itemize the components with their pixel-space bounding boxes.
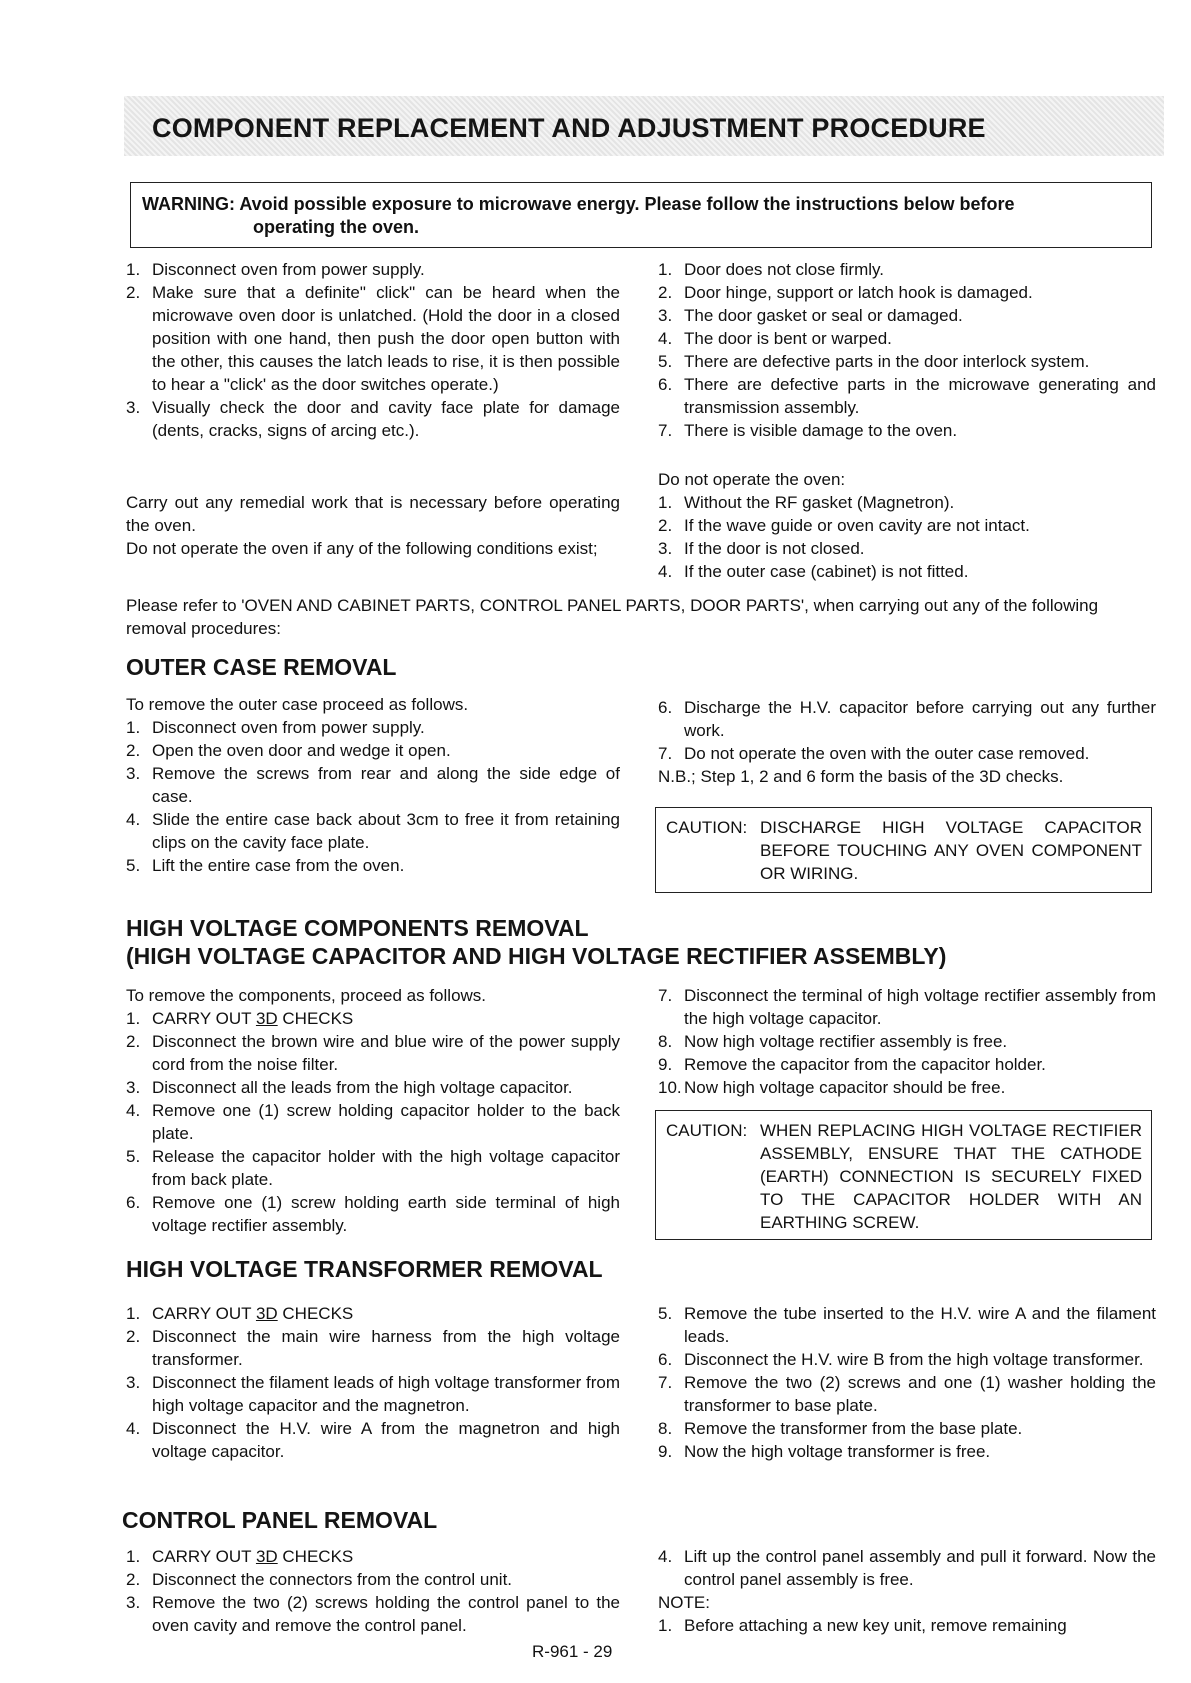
item-text (152, 1547, 353, 1566)
item-text: Disconnect the brown wire and blue wire of the power supply cord from the noise filter. (152, 1032, 620, 1074)
note-list (658, 1614, 1156, 1637)
nb-text: N.B.; Step 1, 2 and 6 form the basis of the 3D checks. (658, 767, 1064, 786)
caution-label: CAUTION: (666, 1121, 748, 1140)
list-item (658, 1030, 1156, 1053)
list-item (658, 258, 1156, 281)
item-text: Remove one (1) screw holding earth side terminal of high voltage rectifier assembly. (152, 1193, 620, 1235)
item-text: Lift the entire case from the oven. (152, 856, 405, 875)
do-not-operate-list (658, 491, 1156, 583)
control-panel-steps-cont (658, 1545, 1156, 1591)
item-text: Remove the tube inserted to the H.V. wire A and the filament leads. (684, 1304, 1156, 1346)
item-text: Disconnect the connectors from the control unit. (152, 1570, 513, 1589)
remedial-text: Carry out any remedial work that is necessary before operating the oven. (126, 493, 620, 535)
list-item (126, 1145, 620, 1191)
item-number: 3. (126, 1373, 141, 1392)
list-item (126, 808, 620, 854)
item-text: There are defective parts in the door interlock system. (684, 352, 1090, 371)
item-text: Now high voltage capacitor should be free. (684, 1078, 1006, 1097)
item-text: Open the oven door and wedge it open. (152, 741, 451, 760)
caution-label: CAUTION: (666, 818, 748, 837)
hv-transformer-steps-cont (658, 1302, 1156, 1463)
item-text: Now high voltage rectifier assembly is free. (684, 1032, 1008, 1051)
hv-components-steps (126, 1007, 620, 1237)
hv-transformer-heading: HIGH VOLTAGE TRANSFORMER REMOVAL (126, 1256, 603, 1282)
item-number: 4. (658, 1547, 673, 1566)
item-number: 4. (126, 810, 141, 829)
item-text: Disconnect oven from power supply. (152, 260, 425, 279)
item-number: 1. (126, 1009, 141, 1028)
item-number: 3. (126, 1078, 141, 1097)
item-number: 8. (658, 1032, 673, 1051)
item-text: If the door is not closed. (684, 539, 865, 558)
item-text: There are defective parts in the microwave generating and transmission assembly. (684, 375, 1156, 417)
item-number: 3. (658, 539, 673, 558)
item-text: There is visible damage to the oven. (684, 421, 958, 440)
list-item (126, 1325, 620, 1371)
carry-out-text: CARRY OUT (152, 1009, 252, 1028)
list-item (126, 716, 620, 739)
item-number: 1. (126, 260, 141, 279)
item-text (152, 1304, 353, 1323)
list-item (658, 742, 1156, 765)
hv-components-heading: HIGH VOLTAGE COMPONENTS REMOVAL (126, 915, 589, 941)
list-item (126, 762, 620, 808)
item-number: 3. (658, 306, 673, 325)
control-panel-steps (126, 1545, 620, 1637)
item-number: 10. (658, 1078, 682, 1097)
list-item (658, 1545, 1156, 1591)
list-item (126, 1371, 620, 1417)
list-item (126, 854, 620, 877)
item-number: 2. (126, 1032, 141, 1051)
item-number: 1. (126, 718, 141, 737)
checks-text: CHECKS (282, 1547, 354, 1566)
do-not-if-text: Do not operate the oven if any of the following conditions exist; (126, 539, 598, 558)
outer-case-heading: OUTER CASE REMOVAL (126, 654, 397, 680)
item-text: If the outer case (cabinet) is not fitted. (684, 562, 969, 581)
list-item (126, 258, 620, 281)
refer-text: Please refer to 'OVEN AND CABINET PARTS, CONTROL PANEL PARTS, DOOR PARTS', when carrying out any of the following removal procedures: (126, 596, 1099, 638)
item-number: 6. (658, 698, 673, 717)
warning-message: Avoid possible exposure to microwave energy. Please follow the instructions below before (239, 194, 1015, 214)
item-text: Remove the transformer from the base plate. (684, 1419, 1023, 1438)
item-number: 6. (658, 375, 673, 394)
item-number: 7. (658, 1373, 673, 1392)
list-item (658, 984, 1156, 1030)
item-number: 3. (126, 764, 141, 783)
list-item (658, 1371, 1156, 1417)
item-number: 1. (658, 493, 673, 512)
item-text (152, 1009, 353, 1028)
list-item (126, 396, 620, 442)
caution-text: DISCHARGE HIGH VOLTAGE CAPACITOR BEFORE TOUCHING ANY OVEN COMPONENT OR WIRING. (760, 818, 1142, 883)
list-item (658, 1417, 1156, 1440)
item-text: Lift up the control panel assembly and pull it forward. Now the control panel assembly is free. (684, 1547, 1156, 1589)
item-number: 6. (126, 1193, 141, 1212)
item-text: Door hinge, support or latch hook is damaged. (684, 283, 1033, 302)
list-item (658, 304, 1156, 327)
item-text: Disconnect all the leads from the high voltage capacitor. (152, 1078, 573, 1097)
item-text: Slide the entire case back about 3cm to free it from retaining clips on the cavity face plate. (152, 810, 620, 852)
list-item (126, 1030, 620, 1076)
list-item (126, 1076, 620, 1099)
note-label: NOTE: (658, 1593, 710, 1612)
three-d-text: 3D (255, 1304, 278, 1323)
list-item (658, 514, 1156, 537)
item-number: 9. (658, 1055, 673, 1074)
list-item (126, 281, 620, 396)
list-item (126, 1302, 620, 1325)
page-title: COMPONENT REPLACEMENT AND ADJUSTMENT PROCEDURE (152, 113, 986, 143)
list-item (658, 373, 1156, 419)
list-item (658, 696, 1156, 742)
item-number: 5. (658, 1304, 673, 1323)
pre-check-list (126, 258, 620, 442)
item-number: 4. (126, 1419, 141, 1438)
list-item (126, 1591, 620, 1637)
item-text: The door is bent or warped. (684, 329, 892, 348)
item-text: Release the capacitor holder with the high voltage capacitor from back plate. (152, 1147, 620, 1189)
control-panel-heading: CONTROL PANEL REMOVAL (122, 1507, 438, 1533)
hv-components-subheading: (HIGH VOLTAGE CAPACITOR AND HIGH VOLTAGE RECTIFIER ASSEMBLY) (126, 943, 947, 969)
item-number: 7. (658, 986, 673, 1005)
checks-text: CHECKS (282, 1304, 354, 1323)
item-text: Remove the screws from rear and along the side edge of case. (152, 764, 620, 806)
item-number: 9. (658, 1442, 673, 1461)
item-number: 4. (658, 562, 673, 581)
item-text: Disconnect the main wire harness from the high voltage transformer. (152, 1327, 620, 1369)
list-item (658, 1302, 1156, 1348)
item-number: 7. (658, 421, 673, 440)
item-text: Disconnect oven from power supply. (152, 718, 425, 737)
list-item (658, 419, 1156, 442)
item-text: Disconnect the H.V. wire A from the magnetron and high voltage capacitor. (152, 1419, 620, 1461)
list-item (658, 1076, 1156, 1099)
list-item (126, 1099, 620, 1145)
checks-text: CHECKS (282, 1009, 354, 1028)
list-item (658, 1440, 1156, 1463)
item-text: Door does not close firmly. (684, 260, 884, 279)
caution-box (655, 1110, 1152, 1240)
caution-text: WHEN REPLACING HIGH VOLTAGE RECTIFIER ASSEMBLY, ENSURE THAT THE CATHODE (EARTH) CONNECTION IS SECURELY FIXED TO THE CAPACITOR HOLDER WITH AN EARTHING SCREW. (760, 1121, 1142, 1232)
item-text: If the wave guide or oven cavity are not intact. (684, 516, 1030, 535)
item-number: 4. (126, 1101, 141, 1120)
three-d-text: 3D (255, 1547, 278, 1566)
warning-text (142, 193, 1148, 216)
hv-components-steps-cont (658, 984, 1156, 1099)
item-text: The door gasket or seal or damaged. (684, 306, 963, 325)
warning-label: WARNING: (142, 194, 235, 214)
list-item (126, 1007, 620, 1030)
item-number: 2. (126, 1327, 141, 1346)
list-item (126, 739, 620, 762)
list-item (126, 1417, 620, 1463)
list-item (658, 1614, 1156, 1637)
item-number: 8. (658, 1419, 673, 1438)
page-number: R-961 - 29 (532, 1642, 613, 1661)
item-number: 5. (658, 352, 673, 371)
three-d-text: 3D (255, 1009, 278, 1028)
item-text: Before attaching a new key unit, remove remaining (684, 1616, 1067, 1635)
item-number: 1. (126, 1304, 141, 1323)
list-item (658, 491, 1156, 514)
item-text: Remove the two (2) screws and one (1) washer holding the transformer to base plate. (684, 1373, 1156, 1415)
outer-case-steps (126, 716, 620, 877)
item-number: 3. (126, 1593, 141, 1612)
item-text: Visually check the door and cavity face plate for damage (dents, cracks, signs of arcing etc.). (152, 398, 620, 440)
item-number: 7. (658, 744, 673, 763)
hv-transformer-steps (126, 1302, 620, 1463)
item-text: Without the RF gasket (Magnetron). (684, 493, 955, 512)
item-number: 1. (658, 260, 673, 279)
door-condition-list (658, 258, 1156, 442)
item-number: 2. (658, 283, 673, 302)
item-text: Disconnect the H.V. wire B from the high voltage transformer. (684, 1350, 1144, 1369)
item-text: Remove the capacitor from the capacitor holder. (684, 1055, 1046, 1074)
item-text: Now the high voltage transformer is free. (684, 1442, 991, 1461)
list-item (658, 1348, 1156, 1371)
item-text: Do not operate the oven with the outer case removed. (684, 744, 1090, 763)
item-number: 2. (126, 741, 141, 760)
item-text: Remove one (1) screw holding capacitor holder to the back plate. (152, 1101, 620, 1143)
caution-box (655, 807, 1152, 893)
item-number: 3. (126, 398, 141, 417)
warning-message-cont: operating the oven. (253, 217, 420, 237)
list-item (126, 1545, 620, 1568)
list-item (658, 560, 1156, 583)
item-number: 2. (126, 283, 141, 302)
do-not-operate-heading: Do not operate the oven: (658, 470, 846, 489)
list-item (126, 1191, 620, 1237)
item-text: Disconnect the filament leads of high voltage transformer from high voltage capacitor and the magnetron. (152, 1373, 620, 1415)
item-number: 2. (126, 1570, 141, 1589)
hv-components-intro: To remove the components, proceed as follows. (126, 986, 487, 1005)
item-number: 4. (658, 329, 673, 348)
item-number: 6. (658, 1350, 673, 1369)
item-number: 2. (658, 516, 673, 535)
outer-case-intro: To remove the outer case proceed as follows. (126, 695, 469, 714)
item-text: Remove the two (2) screws holding the control panel to the oven cavity and remove the control panel. (152, 1593, 620, 1635)
list-item (658, 350, 1156, 373)
carry-out-text: CARRY OUT (152, 1547, 252, 1566)
item-text: Discharge the H.V. capacitor before carrying out any further work. (684, 698, 1156, 740)
list-item (658, 537, 1156, 560)
list-item (658, 1053, 1156, 1076)
list-item (126, 1568, 620, 1591)
item-text: Disconnect the terminal of high voltage rectifier assembly from the high voltage capacitor. (684, 986, 1156, 1028)
list-item (658, 281, 1156, 304)
item-text: Make sure that a definite" click" can be heard when the microwave oven door is unlatched. (Hold the door in a closed position with one hand, then push the door open button with the other, this causes the latch leads to rise, it is then possible to hear a "click' as the door switches operate.) (152, 283, 620, 394)
carry-out-text: CARRY OUT (152, 1304, 252, 1323)
list-item (658, 327, 1156, 350)
item-number: 5. (126, 1147, 141, 1166)
outer-case-steps-cont (658, 696, 1156, 765)
item-number: 5. (126, 856, 141, 875)
item-number: 1. (126, 1547, 141, 1566)
item-number: 1. (658, 1616, 673, 1635)
